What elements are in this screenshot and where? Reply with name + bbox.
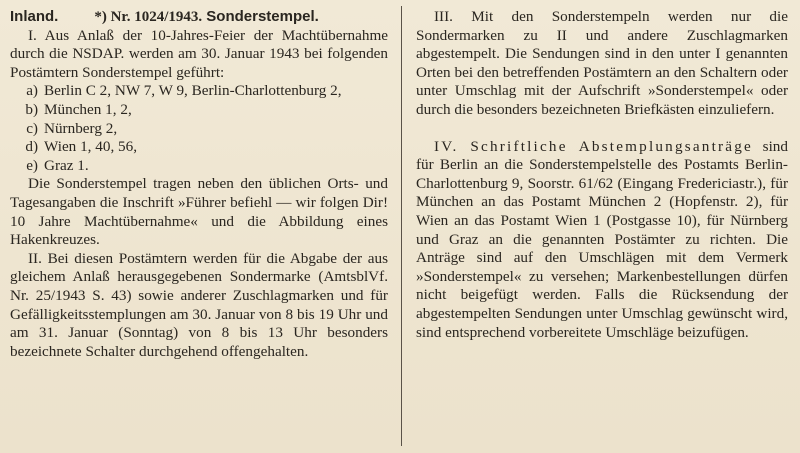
article-title: Sonderstempel.: [206, 8, 319, 25]
list-item: b) München 1, 2,: [25, 100, 132, 118]
paragraph-5: [416, 138, 788, 343]
left-column: [10, 8, 388, 361]
paragraph-5-lead: IV. Schriftliche Abstemplungsanträge: [434, 137, 753, 155]
paragraph-5-body: sind für Berlin an die Sonderstempelstelle des Postamts Berlin-Charlottenburg 9, Soorstr. 61/62 (Eingang Fredericiastr.), für München an das Postamt München 2 (Hopfenstr. 2), für Wien an das Postamt Wien 1 (Postgasse 10), für Nürnberg und Graz an die genannten Postämter zu richten. Die Anträge sind auf den Umschlägen mit dem Vermerk »Sonderstempel« zu versehen; Markenbestellungen dürfen nicht beigefügt werden. Falls die Rücksendung der abgestempelten Sendungen unter Umschlag gewünscht wird, sind entsprechend vorbereitete Umschläge beizufügen.: [416, 137, 788, 341]
right-column: [416, 8, 788, 342]
article-header: [10, 8, 388, 27]
paragraph-3: II. Bei diesen Postämtern werden für die Abgabe der aus gleichem Anlaß herausgegebenen Sondermarke (AmtsblVf. Nr. 25/1943 S. 43) sowie anderer Zuschlagmarken und für Gefälligkeitsstemplungen am 30. Januar von 8 bis 19 Uhr und am 31. Januar (Sonntag) von 8 bis 13 Uhr besonders bezeichnete Schalter durchgehend offengehalten.: [10, 249, 388, 360]
paragraph-4: III. Mit den Sonderstempeln werden nur die Sondermarken zu II und andere Zuschlagmarken abgestempelt. Die Sendungen sind in den unter I genannten Orten bei den betreffenden Postämtern an den Schaltern oder unter Umschlag mit der Aufschrift »Sonderstempel« oder durch die besonders bezeichneten Briefkästen einzuliefern.: [416, 8, 788, 118]
decree-number: *) Nr. 1024/1943.: [94, 9, 203, 25]
paragraph-gap: [416, 120, 788, 138]
paragraph-1: I. Aus Anlaß der 10-Jahres-Feier der Machtübernahme durch die NSDAP. werden am 30. Januar 1943 bei folgenden Postämtern Sonderstempel geführt:: [10, 26, 388, 81]
list-item: a) Berlin C 2, NW 7, W 9, Berlin-Charlottenburg 2,: [26, 82, 342, 100]
section-label: Inland.: [10, 8, 59, 25]
list-item: c) Nürnberg 2,: [26, 119, 118, 137]
list-item: e) Graz 1.: [26, 156, 89, 174]
column-divider: [401, 6, 402, 446]
paragraph-2: Die Sonderstempel tragen neben den üblichen Orts- und Tagesangaben die Inschrift »Führer befiehl — wir folgen Dir! 10 Jahre Machtübernahme« und die Abbildung eines Hakenkreuzes.: [10, 175, 388, 249]
postamt-list: [10, 82, 388, 175]
list-item: d) Wien 1, 40, 56,: [25, 138, 138, 156]
